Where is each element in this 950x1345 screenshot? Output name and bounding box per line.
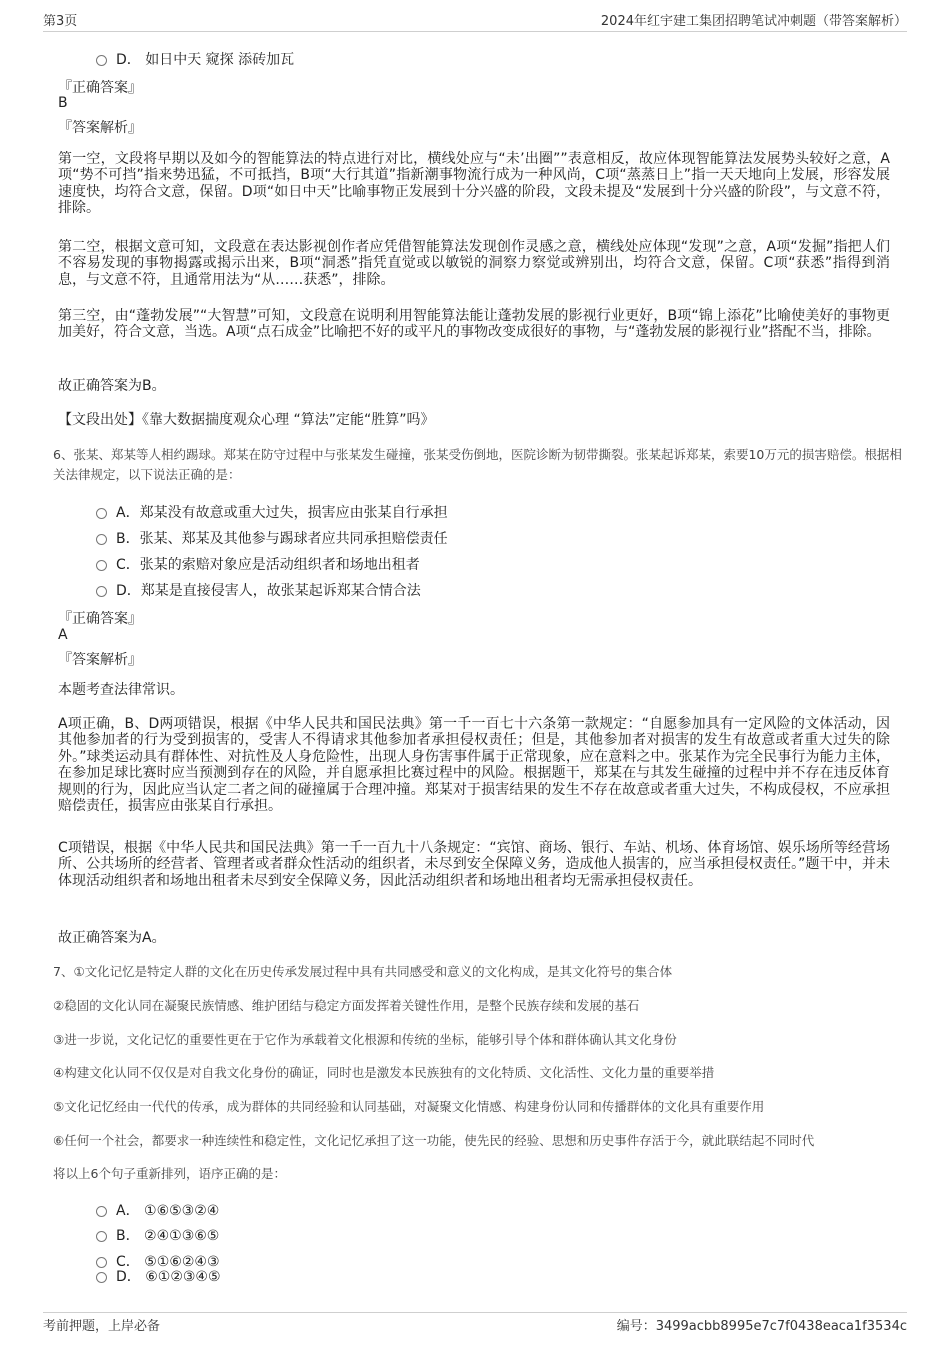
q5-answer-label: 『正确答案』 (58, 80, 142, 96)
q7-sentence-5: ⑤文化记忆经由一代代的传承，成为群体的共同经验和认同基础，对凝聚文化情感、构建身份认同和传播群体的文化具有重要作用 (53, 1099, 765, 1114)
q6-stem: 6、张某、郑某等人相约踢球。郑某在防守过程中与张某发生碰撞，张某受伤倒地，医院诊断为韧带撕裂。张某起诉郑某，索要10万元的损害赔偿。根据相关法律规定，以下说法正确的是： (53, 447, 902, 482)
q7-sentence-1: 7、①文化记忆是特定人群的文化在历史传承发展过程中具有共同感受和意义的文化构成，是其文化符号的集合体 (53, 964, 673, 979)
q6-option-c[interactable] (96, 554, 420, 574)
q7-stem: 将以上6个句子重新排列，语序正确的是： (53, 1166, 286, 1181)
option-label: C．张某的索赔对象应是活动组织者和场地出租者 (116, 557, 420, 573)
q5-analysis-paragraph-3: 第三空，由“蓬勃发展”“大智慧”可知，文段意在说明利用智能算法能让蓬勃发展的影视行业更好，B项“锦上添花”比喻使美好的事物更加美好，符合文意，当选。A项“点石成金”比喻把不好的或平凡的事物改变成很好的事物，与“蓬勃发展的影视行业”搭配不当，排除。 (58, 308, 890, 341)
footer-slogan: 考前押题，上岸必备 (43, 1319, 161, 1334)
q6-option-b[interactable] (96, 528, 448, 548)
document-title: 2024年红宇建工集团招聘笔试冲刺题（带答案解析） (600, 14, 907, 29)
radio-icon[interactable] (96, 1231, 107, 1242)
radio-icon[interactable] (96, 1206, 107, 1217)
q7-option-b[interactable] (96, 1225, 219, 1245)
radio-icon[interactable] (96, 508, 107, 519)
option-label: C． ⑤①⑥②④③ (116, 1254, 220, 1270)
footer-divider (43, 1312, 907, 1313)
q7-sentence-4: ④构建文化认同不仅仅是对自我文化身份的确证，同时也是激发本民族独有的文化特质、文化活性、文化力量的重要举措 (53, 1065, 715, 1080)
q7-option-a[interactable] (96, 1200, 219, 1220)
radio-icon[interactable] (96, 534, 107, 545)
radio-icon[interactable] (96, 1272, 107, 1283)
q6-analysis-label: 『答案解析』 (58, 652, 142, 668)
q6-analysis-paragraph-1: 本题考查法律常识。 (58, 682, 184, 698)
q5-analysis-label: 『答案解析』 (58, 120, 142, 136)
q7-sentence-3: ③进一步说，文化记忆的重要性更在于它作为承载着文化根源和传统的坐标，能够引导个体和群体确认其文化身份 (53, 1032, 677, 1047)
q7-option-d[interactable] (96, 1266, 221, 1286)
option-label: D．郑某是直接侵害人，故张某起诉郑某合情合法 (116, 583, 421, 599)
document-id: 编号：3499acbb8995e7c7f0438eaca1f3534c (616, 1319, 907, 1334)
radio-icon[interactable] (96, 586, 107, 597)
q5-answer: B (58, 95, 68, 111)
radio-icon[interactable] (96, 55, 107, 66)
q7-sentence-2: ②稳固的文化认同在凝聚民族情感、维护团结与稳定方面发挥着关键性作用，是整个民族存续和发展的基石 (53, 998, 640, 1013)
q6-answer: A (58, 627, 68, 643)
q6-answer-label: 『正确答案』 (58, 611, 142, 627)
q6-analysis-paragraph-2: A项正确，B、D两项错误，根据《中华人民共和国民法典》第一千一百七十六条第一款规定：“自愿参加具有一定风险的文体活动，因其他参加者的行为受到损害的，受害人不得请求其他参加者承担侵权责任；但是，其他参加者对损害的发生有故意或者重大过失的除外。”球类运动具有群体性、对抗性及人身危险性，出现人身伤害事件属于正常现象，应在意料之中。张某作为完全民事行为能力主体，在参加足球比赛时应当预测到存在的风险，并自愿承担比赛过程中的风险。根据题干，郑某在与其发生碰撞的过程中并不存在违反体育规则的行为，因此应当认定二者之间的碰撞属于合理冲撞。郑某对于损害结果的发生不存在故意或者重大过失，不构成侵权，不应承担赔偿责任，损害应由张某自行承担。 (58, 716, 890, 815)
page-number: 第3页 (43, 14, 78, 29)
option-label: D． 如日中天 窥探 添砖加瓦 (116, 52, 295, 68)
option-label: B． ②④①③⑥⑤ (116, 1228, 220, 1244)
q5-analysis-paragraph-1: 第一空，文段将早期以及如今的智能算法的特点进行对比，横线处应与“未’出圈””表意相反，故应体现智能算法发展势头较好之意，A项“势不可挡”指来势迅猛，不可抵挡，B项“大行其道”指新潮事物流行成为一种风尚，C项“蒸蒸日上”指一天天地向上发展，形容发展速度快，均符合文意，保留。D项“如日中天”比喻事物正发展到十分兴盛的阶段，文段未提及“发展到十分兴盛的阶段”，与文意不符，排除。 (58, 151, 890, 217)
q6-option-a[interactable] (96, 502, 448, 522)
option-label: A．郑某没有故意或重大过失，损害应由张某自行承担 (116, 505, 448, 521)
q5-source: 【文段出处】《靠大数据揣度观众心理 “算法”定能“胜算”吗》 (58, 412, 435, 428)
q6-analysis-paragraph-3: C项错误，根据《中华人民共和国民法典》第一千一百九十八条规定：“宾馆、商场、银行、车站、机场、体育场馆、娱乐场所等经营场所、公共场所的经营者、管理者或者群众性活动的组织者，未尽到安全保障义务，造成他人损害的，应当承担侵权责任。”题干中，并未体现活动组织者和场地出租者未尽到安全保障义务，因此活动组织者和场地出租者均无需承担侵权责任。 (58, 840, 890, 889)
option-label: D． ⑥①②③④⑤ (116, 1269, 221, 1285)
q5-option-d[interactable] (96, 49, 294, 69)
q6-conclusion: 故正确答案为A。 (58, 930, 166, 946)
q5-analysis-paragraph-2: 第二空，根据文意可知，文段意在表达影视创作者应凭借智能算法发现创作灵感之意，横线处应体现“发现”之意，A项“发掘”指把人们不容易发现的事物揭露或揭示出来，B项“洞悉”指凭直觉或以敏锐的洞察力察觉或辨别出，均符合文意，保留。C项“获悉”指得到消息，与文意不符，且通常用法为“从……获悉”，排除。 (58, 239, 890, 288)
option-label: B．张某、郑某及其他参与踢球者应共同承担赔偿责任 (116, 531, 448, 547)
q6-option-d[interactable] (96, 580, 421, 600)
header-divider (43, 31, 907, 32)
option-label: A． ①⑥⑤③②④ (116, 1203, 220, 1219)
q7-sentence-6: ⑥任何一个社会，都要求一种连续性和稳定性，文化记忆承担了这一功能，使先民的经验、思想和历史事件存活于今，就此联结起不同时代 (53, 1133, 815, 1148)
radio-icon[interactable] (96, 560, 107, 571)
q5-conclusion: 故正确答案为B。 (58, 378, 166, 394)
